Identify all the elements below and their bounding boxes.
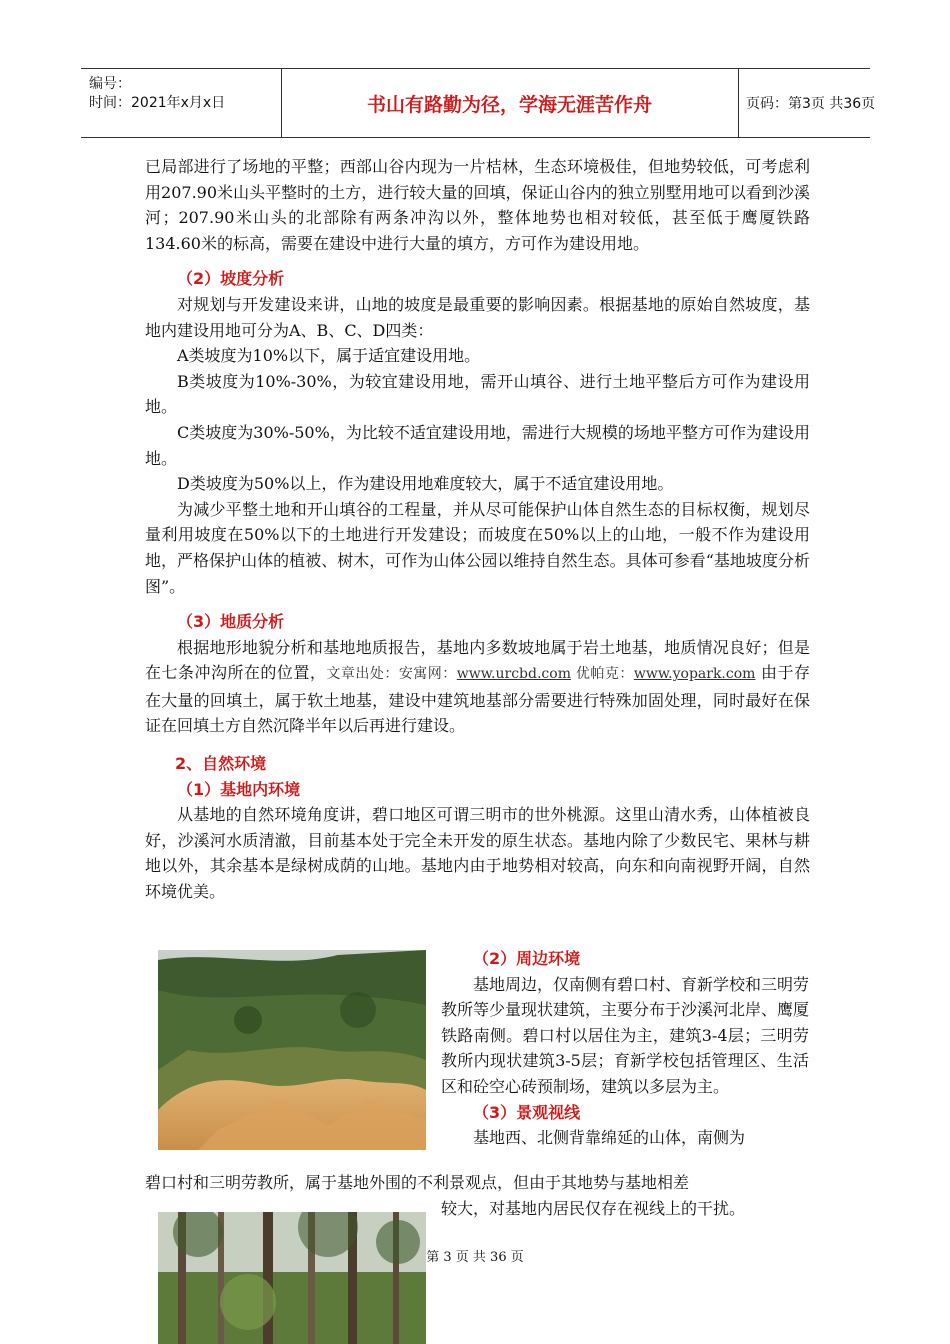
source-note: 文章出处：安寓网：www.urcbd.com 优帕克：www.yopark.com [326,666,756,683]
section-heading-inner-env: （1）基地内环境 [177,779,301,799]
header-meta [81,69,282,137]
paragraph: 已局部进行了场地的平整；西部山谷内现为一片桔林，生态环境极佳，但地势较低，可考虑利用207.90米山头平整时的土方，进行较大量的回填，保证山谷内的独立别墅用地可以看到沙溪河；207.90米山头的北部除有两条冲沟以外，整体地势也相对较低，甚至低于鹰厦铁路134.60米的标高，需要在建设中进行大量的填方，方可作为建设用地。 [145,157,810,253]
paragraph: 对规划与开发建设来讲，山地的坡度是最重要的影响因素。根据基地的原始自然坡度，基地内建设用地可分为A、B、C、D四类： [145,294,810,340]
page-header [81,68,876,138]
header-motto: 书山有路勤为径，学海无涯苦作舟 [281,69,739,137]
doc-time-label: 时间：2021年x月x日 [89,95,226,111]
section-heading-nature: 2、自然环境 [175,754,267,774]
document-body [145,154,810,905]
section-heading-surroundings: （2）周边环境 [473,949,581,968]
paragraph: 根据地形地貌分析和基地地质报告，基地内多数坡地属于岩土地基，地质情况良好；但是在七条冲沟所在的位置，文章出处：安寓网：www.urcbd.com 优帕克：www.yopark.com 由于存在大量的回填土，属于软土地基，建设中建筑地基部分需要进行特殊加固处理，同时最好在保证在回填土方自然沉降半年以后再进行建设。 [145,637,810,736]
forest-photo [158,1212,426,1344]
paragraph: 为减少平整土地和开山填谷的工程量，并从尽可能保护山体自然生态的目标权衡，规划尽量利用坡度在50%以下的土地进行开发建设；而坡度在50%以上的山地，一般不作为建设用地，严格保护山体的植被、树木，可作为山体公园以维持自然生态。具体可参看“基地坡度分析图”。 [145,499,810,596]
header-page-info: 页码：第3页 共36页 [746,96,876,112]
link-urcbd[interactable]: www.urcbd.com [456,666,571,683]
paragraph: C类坡度为30%-50%，为比较不适宜建设用地，需进行大规模的场地平整方可作为建设用地。 [145,422,810,468]
paragraph: A类坡度为10%以下，属于适宜建设用地。 [177,346,481,366]
section-heading-sightline: （3）景观视线 [473,1102,581,1122]
hillside-photo [158,950,426,1150]
link-yopark[interactable]: www.yopark.com [633,666,756,683]
page-footer: 第 3 页 共 36 页 [426,1250,524,1265]
paragraph-line: 较大，对基地内居民仅存在视线上的干扰。 [441,1198,746,1218]
paragraph: 基地周边，仅南侧有碧口村、育新学校和三明劳教所等少量现状建筑，主要分布于沙溪河北岸、鹰厦铁路南侧。碧口村以居住为主，建筑3-4层；三明劳教所内现状建筑3-5层；育新学校包括管理区、生活区和砼空心砖预制场，建筑以多层为主。 [441,974,810,1096]
paragraph: D类坡度为50%以上，作为建设用地难度较大，属于不适宜建设用地。 [177,474,674,494]
doc-number-label: 编号： [89,76,131,92]
paragraph: 从基地的自然环境角度讲，碧口地区可谓三明市的世外桃源。这里山清水秀，山体植被良好，沙溪河水质清澈，目前基本处于完全未开发的原生状态。基地内除了少数民宅、果林与耕地以外，其余基本是绿树成荫的山地。基地内由于地势相对较高，向东和向南视野开阔，自然环境优美。 [145,805,810,902]
paragraph: B类坡度为10%-30%，为较宜建设用地，需开山填谷、进行土地平整后方可作为建设用地。 [145,371,810,417]
section-heading-geology: （3）地质分析 [177,612,285,632]
right-column [441,946,809,1151]
section-heading-slope: （2）坡度分析 [177,269,285,289]
paragraph-line: 碧口村和三明劳教所，属于基地外围的不利景观点，但由于其地势与基地相差 [145,1173,690,1192]
paragraph-start: 基地西、北侧背靠绵延的山体，南侧为 [473,1128,746,1148]
